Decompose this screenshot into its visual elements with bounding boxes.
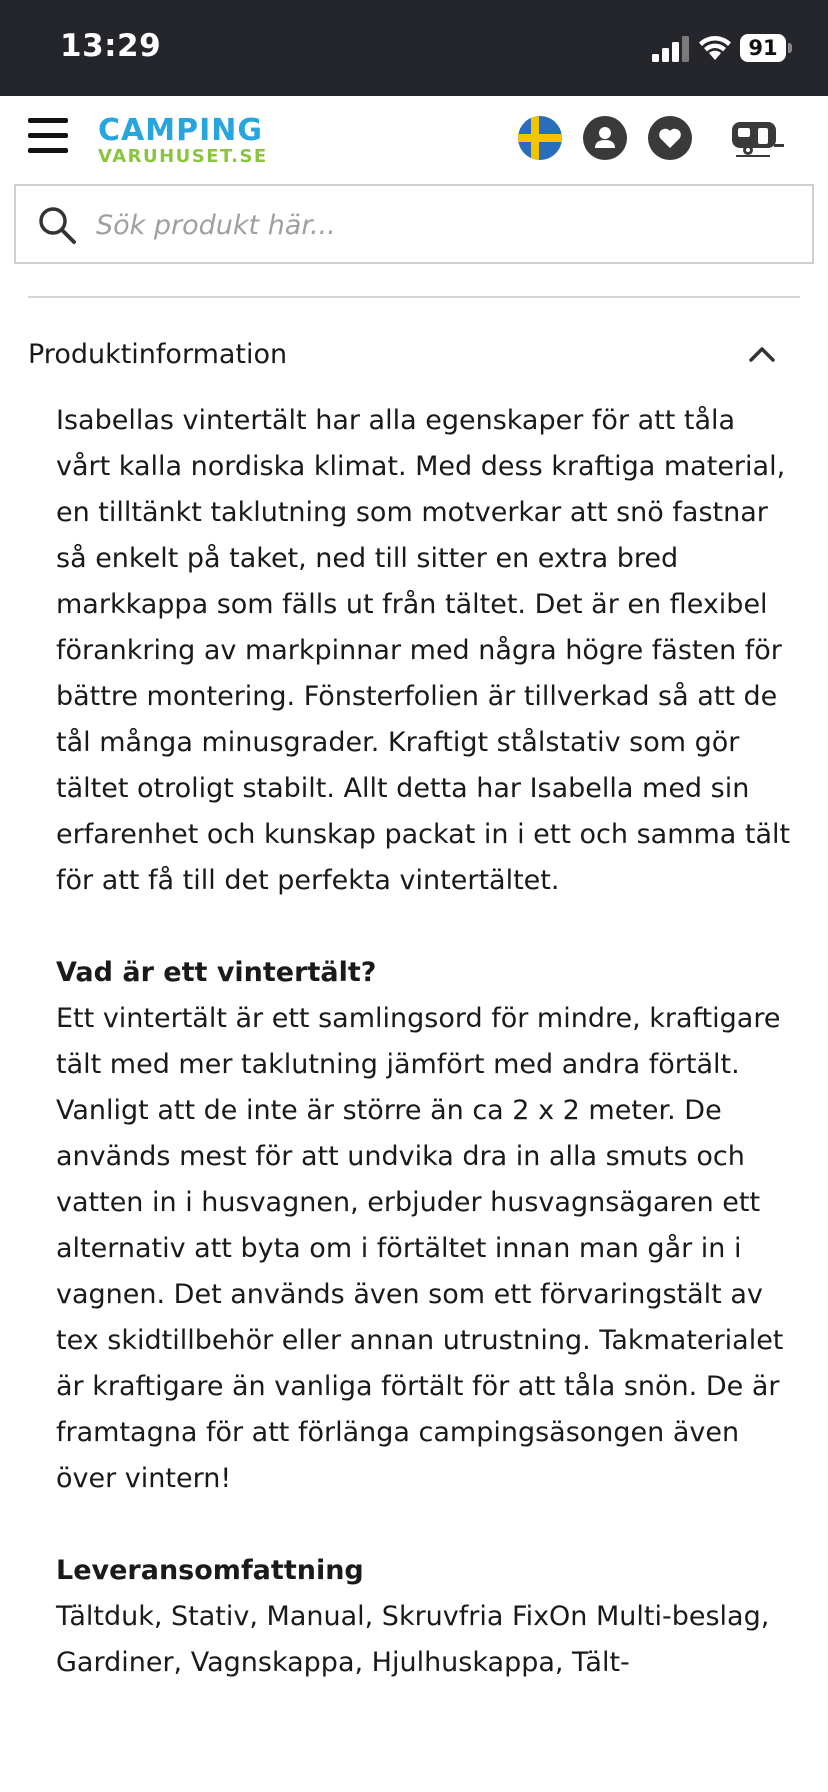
section-title: Produktinformation [28,339,288,370]
heading-delivery-scope: Leveransomfattning [56,1555,364,1586]
status-bar [0,0,828,96]
product-info-accordion-header[interactable] [28,330,800,380]
user-icon[interactable] [583,116,627,160]
logo-varuhuset: VARUHUSET.SE [98,146,268,167]
search-input[interactable] [96,200,796,250]
status-time: 13:29 [60,28,162,64]
swedish-flag-icon[interactable] [518,116,562,160]
battery-icon [740,34,792,64]
logo-camping: CAMPING [98,113,263,148]
heart-icon[interactable] [648,116,692,160]
chevron-up-icon[interactable] [748,344,776,364]
menu-icon[interactable] [28,118,68,154]
battery-level: 91 [740,34,786,62]
site-logo[interactable] [98,113,268,167]
site-header [0,96,828,184]
delivery-scope-paragraph: Tältduk, Stativ, Manual, Skruvfria FixOn Multi-beslag, Gardiner, Vagnskappa, Hjulhuskappa, Tält- [56,1601,770,1678]
divider [28,296,800,298]
wifi-icon [698,34,732,62]
intro-paragraph: Isabellas vintertält har alla egenskaper för att tåla vårt kalla nordiska klimat. Med dess kraftiga material, en tilltänkt taklutning som motverkar att snö fastnar så enkelt på taket, ned till sitter en extra bred markkappa som fälls ut från tältet. Det är en flexibel förankring av markpinnar med några högre fästen för bättre montering. Fönsterfolien är tillverkad så att de tål många minusgrader. Kraftigt stålstativ som gör tältet otroligt stabilt. Allt detta har Isabella med sin erfarenhet och kunskap packat in i ett och samma tält för att få till det perfekta vintertältet. [56,405,791,896]
heading-what-is-winter-tent: Vad är ett vintertält? [56,957,377,988]
signal-icon [652,36,690,62]
caravan-icon[interactable] [730,118,786,158]
search-icon [36,204,78,246]
search-bar [14,184,814,264]
product-info-content [56,398,796,1686]
winter-tent-paragraph: Ett vintertält är ett samlingsord för mindre, kraftigare tält med mer taklutning jämfört med andra förtält. Vanligt att de inte är större än ca 2 x 2 meter. De används mest för att undvika dra in alla smuts och vatten in i husvagnen, erbjuder husvagnsägaren ett alternativ att byta om i förtältet innan man går in i vagnen. Det används även som ett förvaringstält av tex skidtillbehör eller annan utrustning. Takmaterialet är kraftigare än vanliga förtält för att tåla snön. De är framtagna för att förlänga campingsäsongen även över vintern! [56,1003,784,1494]
